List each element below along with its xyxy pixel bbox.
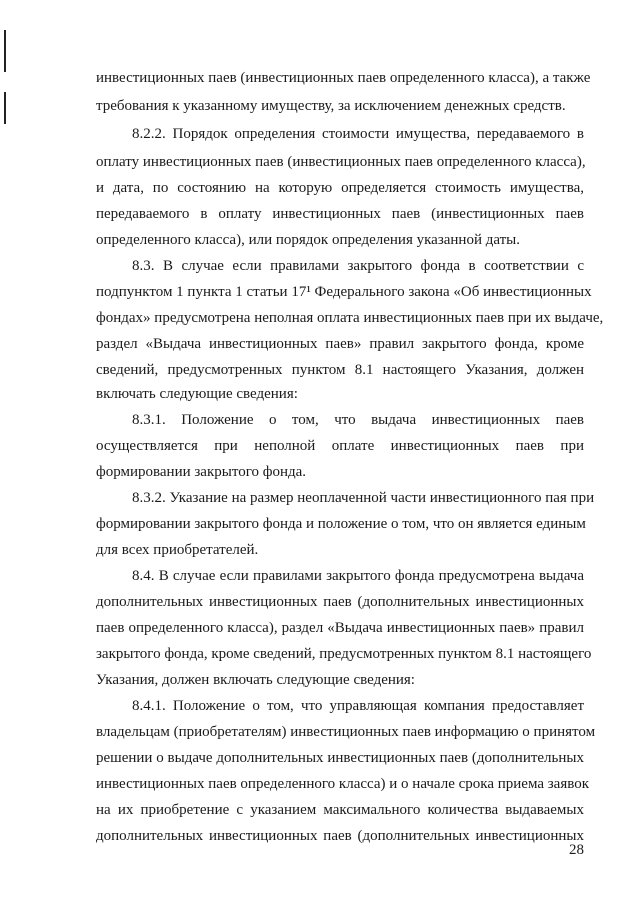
text-line: паев определенного класса), раздел «Выдача инвестиционных паев» правил — [96, 620, 584, 636]
text-line: определенного класса), или порядок определения указанной даты. — [96, 232, 521, 248]
text-line: Указания, должен включать следующие сведения: — [96, 672, 415, 688]
text-line: оплату инвестиционных паев (инвестиционных паев определенного класса), — [96, 154, 586, 170]
paragraph-8-2-2-start: 8.2.2. Порядок определения стоимости имущества, передаваемого в — [132, 126, 584, 142]
text-line: включать следующие сведения: — [96, 386, 298, 402]
paragraph-8-4-1-start: 8.4.1. Положение о том, что управляющая компания предоставляет — [132, 698, 584, 714]
paragraph-8-3-2-start: 8.3.2. Указание на размер неоплаченной части инвестиционного пая при — [132, 490, 595, 506]
margin-mark-top — [4, 30, 6, 72]
text-line: сведений, предусмотренных пунктом 8.1 настоящего Указания, должен — [96, 362, 584, 378]
text-line: инвестиционных паев (инвестиционных паев определенного класса), а также — [96, 70, 591, 86]
paragraph-8-3-start: 8.3. В случае если правилами закрытого фонда в соответствии с — [132, 258, 584, 274]
paragraph-8-3-1-start: 8.3.1. Положение о том, что выдача инвестиционных паев — [132, 412, 584, 428]
text-line: решении о выдаче дополнительных инвестиционных паев (дополнительных — [96, 750, 584, 766]
text-line: закрытого фонда, кроме сведений, предусмотренных пунктом 8.1 настоящего — [96, 646, 592, 662]
page-number: 28 — [569, 842, 584, 858]
text-line: для всех приобретателей. — [96, 542, 259, 558]
text-line: подпунктом 1 пункта 1 статьи 17¹ Федерального закона «Об инвестиционных — [96, 284, 592, 300]
text-line: передаваемого в оплату инвестиционных паев (инвестиционных паев — [96, 206, 584, 222]
margin-mark-bottom — [4, 92, 6, 124]
text-line: на их приобретение с указанием максимального количества выдаваемых — [96, 802, 584, 818]
text-line: формировании закрытого фонда. — [96, 464, 307, 480]
text-line: и дата, по состоянию на которую определяется стоимость имущества, — [96, 180, 584, 196]
text-line: дополнительных инвестиционных паев (дополнительных инвестиционных — [96, 594, 584, 610]
text-line: требования к указанному имуществу, за исключением денежных средств. — [96, 98, 566, 114]
text-line: владельцам (приобретателям) инвестиционных паев информацию о принятом — [96, 724, 596, 740]
text-line: инвестиционных паев определенного класса) и о начале срока приема заявок — [96, 776, 589, 792]
text-line: фондах» предусмотрена неполная оплата инвестиционных паев при их выдаче, — [96, 310, 604, 326]
paragraph-8-4-start: 8.4. В случае если правилами закрытого фонда предусмотрена выдача — [132, 568, 584, 584]
text-line: осуществляется при неполной оплате инвестиционных паев при — [96, 438, 584, 454]
text-line: формировании закрытого фонда и положение о том, что он является единым — [96, 516, 586, 532]
text-line: раздел «Выдача инвестиционных паев» правил закрытого фонда, кроме — [96, 336, 584, 352]
text-line: дополнительных инвестиционных паев (дополнительных инвестиционных — [96, 828, 584, 844]
